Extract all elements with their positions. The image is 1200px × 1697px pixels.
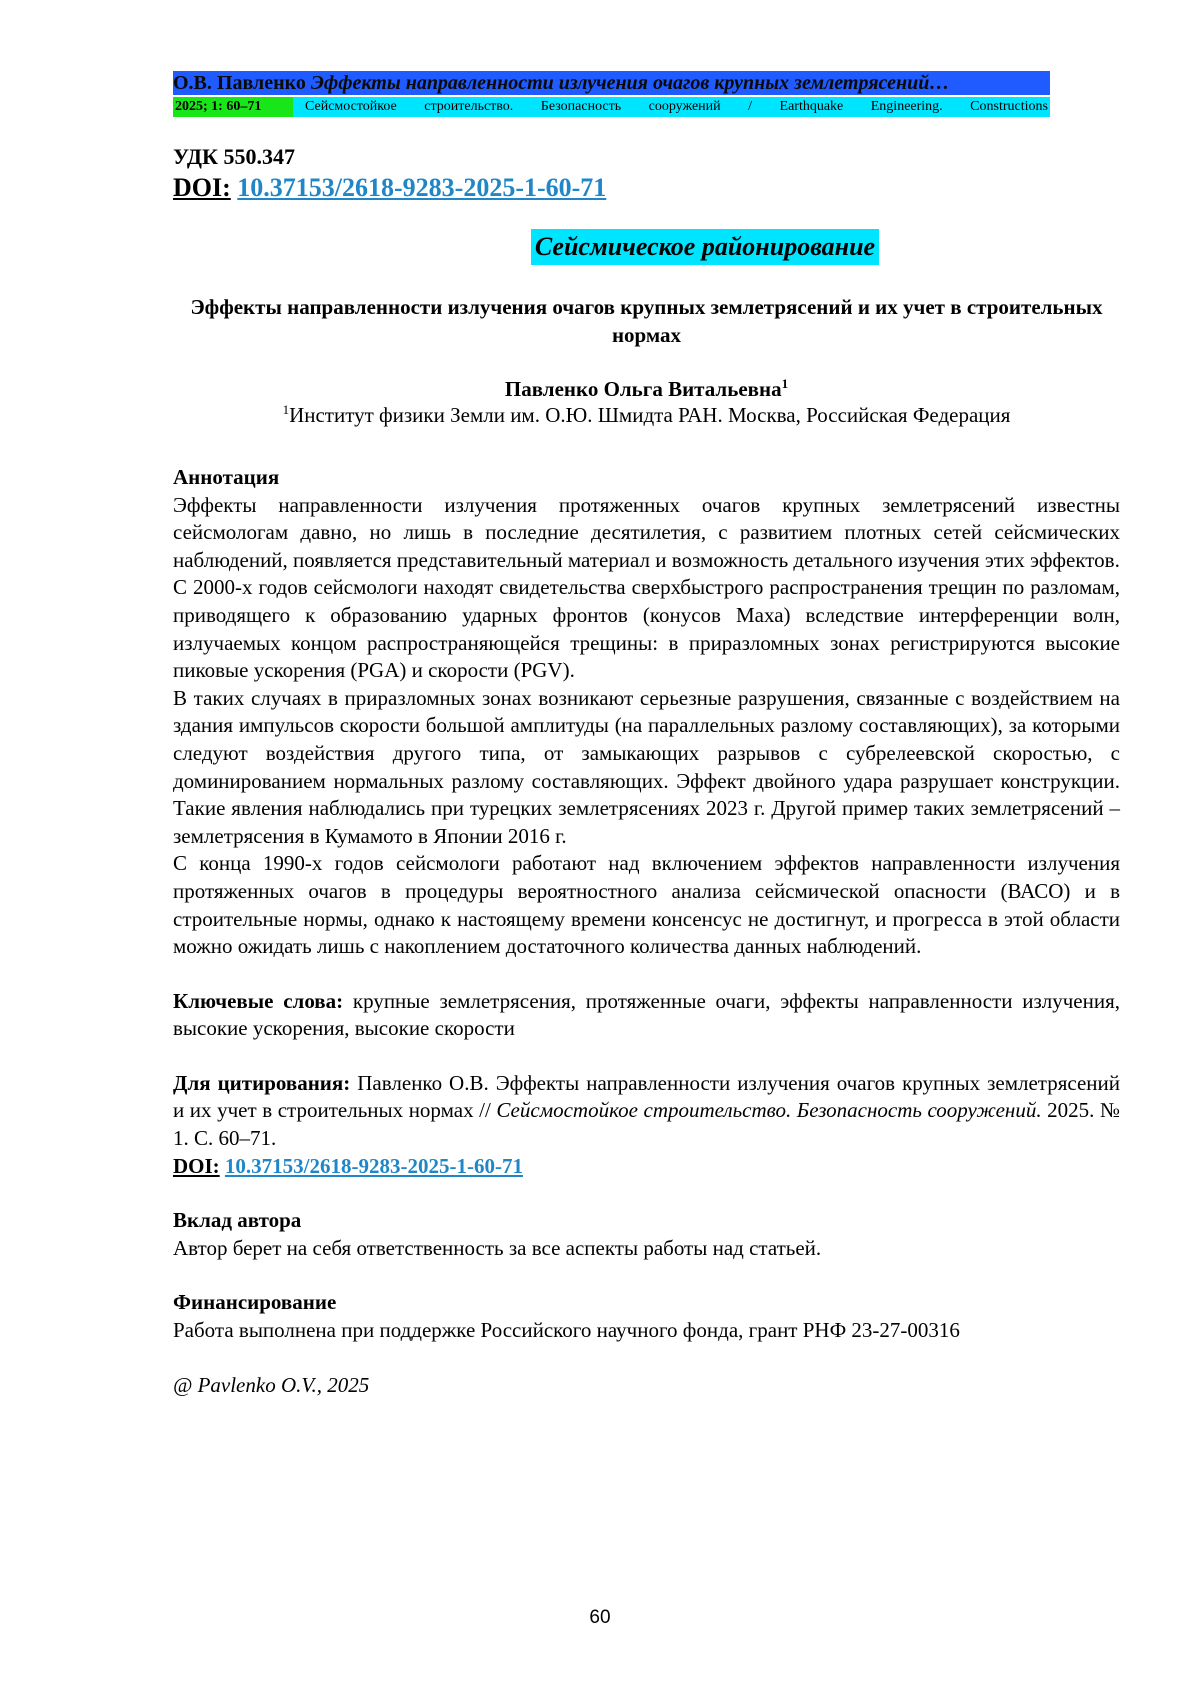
header-issue: 2025; 1: 60–71 [173, 97, 293, 117]
abstract-paragraph: В таких случаях в приразломных зонах возникают серьезные разрушения, связанные с воздействием на здания импульсов скорости большой амплитуды (на параллельных разлому составляющих), за которыми следуют воздействия другого типа, от замыкающих разрывов с субрелеевской скоростью, с доминированием нормальных разлому составляющих. Эффект двойного удара разрушает конструкции. Такие явления наблюдались при турецких землетрясениях 2023 г. Другой пример таких землетрясений – землетрясения в Кумамото в Японии 2016 г. [173, 685, 1120, 851]
funding-heading: Финансирование [173, 1289, 1120, 1317]
spacer [173, 1043, 1120, 1070]
affiliation-line [173, 402, 1120, 428]
header-author: О.В. Павленко [173, 72, 306, 94]
doi-line [173, 172, 606, 204]
header-article-title: Эффекты направленности излучения очагов крупных землетрясений… [311, 72, 949, 94]
contribution-text: Автор берет на себя ответственность за все аспекты работы над статьей. [173, 1235, 1120, 1263]
article-title: Эффекты направленности излучения очагов крупных землетрясений и их учет в строительных нормах [173, 293, 1120, 349]
spacer [173, 961, 1120, 988]
citation-details: 2025. № 1. С. 60–71. [173, 1098, 1120, 1150]
journal-word: Engineering. [871, 97, 943, 117]
journal-word: / [748, 97, 752, 117]
doi-link[interactable]: 10.37153/2618-9283-2025-1-60-71 [237, 173, 606, 202]
article-body [173, 464, 1120, 1399]
citation-journal: Сейсмостойкое строительство. Безопасность сооружений. [496, 1098, 1041, 1122]
abstract-paragraph: Эффекты направленности излучения протяженных очагов крупных землетрясений известны сейсмологам давно, но лишь в последние десятилетия, с развитием плотных сетей сейсмических наблюдений, появляется представительный материал и возможность детального изучения этих эффектов. [173, 492, 1120, 575]
page-number: 60 [0, 1606, 1200, 1630]
section-heading: Сейсмическое районирование [531, 229, 879, 265]
citation-text: Павленко О.В. Эффекты направленности излучения очагов крупных землетрясений и их учет в строительных нормах // [173, 1071, 1120, 1123]
abstract-heading: Аннотация [173, 464, 1120, 492]
spacer [173, 1345, 1120, 1372]
abstract-paragraph: С 2000-х годов сейсмологи находят свидетельства сверхбыстрого распространения трещин по разломам, приводящего к образованию ударных фронтов (конусов Маха) вследствие интерференции волн, излучаемых концом распространяющейся трещины: в приразломных зонах регистрируются высокие пиковые ускорения (PGA) и скорости (PGV). [173, 574, 1120, 684]
journal-word: Constructions [970, 97, 1048, 117]
citation-block [173, 1070, 1120, 1153]
section-heading-wrap [0, 229, 1200, 265]
journal-word: Безопасность [541, 97, 621, 117]
copyright-line: @ Pavlenko O.V., 2025 [173, 1372, 1120, 1400]
journal-word: Earthquake [780, 97, 844, 117]
funding-text: Работа выполнена при поддержке Российского научного фонда, грант РНФ 23-27-00316 [173, 1317, 1120, 1345]
abstract-paragraph: С конца 1990-х годов сейсмологи работают над включением эффектов направленности излучения протяженных очагов в процедуры вероятностного анализа сейсмической опасности (ВАСО) и в строительные нормы, однако к настоящему времени консенсус не достигнут, и прогресса в этой области можно ожидать лишь с накоплением достаточного количества данных наблюдений. [173, 850, 1120, 960]
contribution-heading: Вклад автора [173, 1207, 1120, 1235]
running-header-journal [173, 97, 1050, 117]
affiliation-text: Институт физики Земли им. О.Ю. Шмидта РАН. Москва, Российская Федерация [289, 403, 1010, 427]
citation-doi-line [173, 1153, 1120, 1181]
keywords-block [173, 988, 1120, 1043]
citation-label: Для цитирования: [173, 1071, 350, 1095]
author-superscript: 1 [782, 376, 789, 391]
journal-word: строительство. [424, 97, 513, 117]
header-journal-name [293, 97, 1050, 117]
document-page [0, 0, 1200, 1697]
author-line [173, 376, 1120, 402]
citation-doi-label: DOI: [173, 1154, 220, 1178]
citation-doi-link[interactable]: 10.37153/2618-9283-2025-1-60-71 [225, 1154, 523, 1178]
author-name: Павленко Ольга Витальевна [505, 377, 782, 401]
udk-code: УДК 550.347 [173, 144, 295, 170]
keywords-label: Ключевые слова: [173, 989, 343, 1013]
journal-word: Сейсмостойкое [305, 97, 397, 117]
journal-word: сооружений [649, 97, 721, 117]
running-header-title [173, 71, 1050, 95]
spacer [173, 1180, 1120, 1207]
keywords-text: крупные землетрясения, протяженные очаги, эффекты направленности излучения, высокие ускорения, высокие скорости [173, 989, 1120, 1041]
affiliation-superscript: 1 [283, 402, 290, 417]
doi-label: DOI: [173, 173, 231, 202]
spacer [173, 1262, 1120, 1289]
